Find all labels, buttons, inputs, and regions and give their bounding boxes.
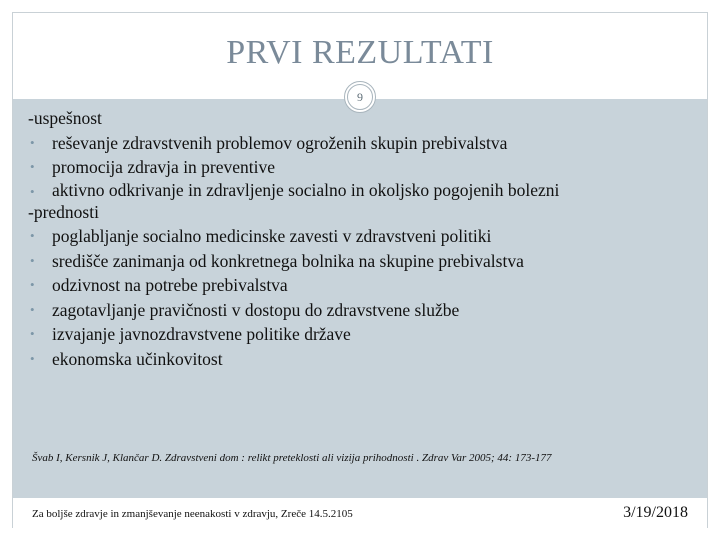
- bullet-icon: •: [30, 350, 35, 366]
- bullet-icon: •: [30, 159, 35, 174]
- bullet-item: [28, 347, 698, 372]
- page-number: 9: [347, 84, 373, 110]
- bullet-text: poglabljanje socialno medicinske zavesti v zdravstveni politiki: [52, 226, 492, 246]
- bullet-item: [28, 224, 698, 249]
- bullet-item: [28, 180, 698, 200]
- bullet-item: [28, 322, 698, 347]
- bullet-text: zagotavljanje pravičnosti v dostopu do zdravstvene službe: [52, 299, 460, 320]
- bullet-text: izvajanje javnozdravstvene politike države: [52, 324, 351, 344]
- bullet-icon: •: [30, 228, 35, 243]
- bullet-icon: •: [30, 277, 35, 292]
- bullet-text: odzivnost na potrebe prebivalstva: [52, 275, 288, 295]
- bullet-icon: •: [30, 252, 35, 268]
- section-heading-uspesnost: -uspešnost: [28, 108, 102, 128]
- section-heading-prednosti: -prednosti: [28, 201, 99, 222]
- bullet-text: reševanje zdravstvenih problemov ogroženih skupin prebivalstva: [52, 132, 508, 153]
- slide-body: [28, 106, 698, 371]
- footer-event-text: Za boljše zdravje in zmanjševanje neenakosti v zdravju, Zreče 14.5.2105: [32, 508, 353, 520]
- footer-date: 3/19/2018: [623, 504, 688, 521]
- bullet-icon: •: [30, 301, 35, 317]
- citation: Švab I, Kersnik J, Klančar D. Zdravstveni dom : relikt preteklosti ali vizija prihodnosti . Zdrav Var 2005; 44: 173-177: [32, 452, 552, 464]
- bullet-text: središče zanimanja od konkretnega bolnika na skupine prebivalstva: [52, 250, 524, 271]
- bullet-icon: •: [30, 183, 35, 199]
- bullet-item: [28, 155, 698, 180]
- bullet-text: ekonomska učinkovitost: [52, 348, 223, 369]
- bullet-item: [28, 298, 698, 323]
- bullet-text: promocija zdravja in preventive: [52, 157, 276, 177]
- bullet-icon: •: [30, 326, 35, 341]
- bullet-item: [28, 131, 698, 156]
- slide-title: PRVI REZULTATI: [226, 34, 494, 71]
- bullet-text: aktivno odkrivanje in zdravljenje socialno in okoljsko pogojenih bolezni: [52, 179, 560, 200]
- bullet-icon: •: [30, 134, 35, 150]
- bullet-item: [28, 249, 698, 274]
- bullet-item: [28, 273, 698, 298]
